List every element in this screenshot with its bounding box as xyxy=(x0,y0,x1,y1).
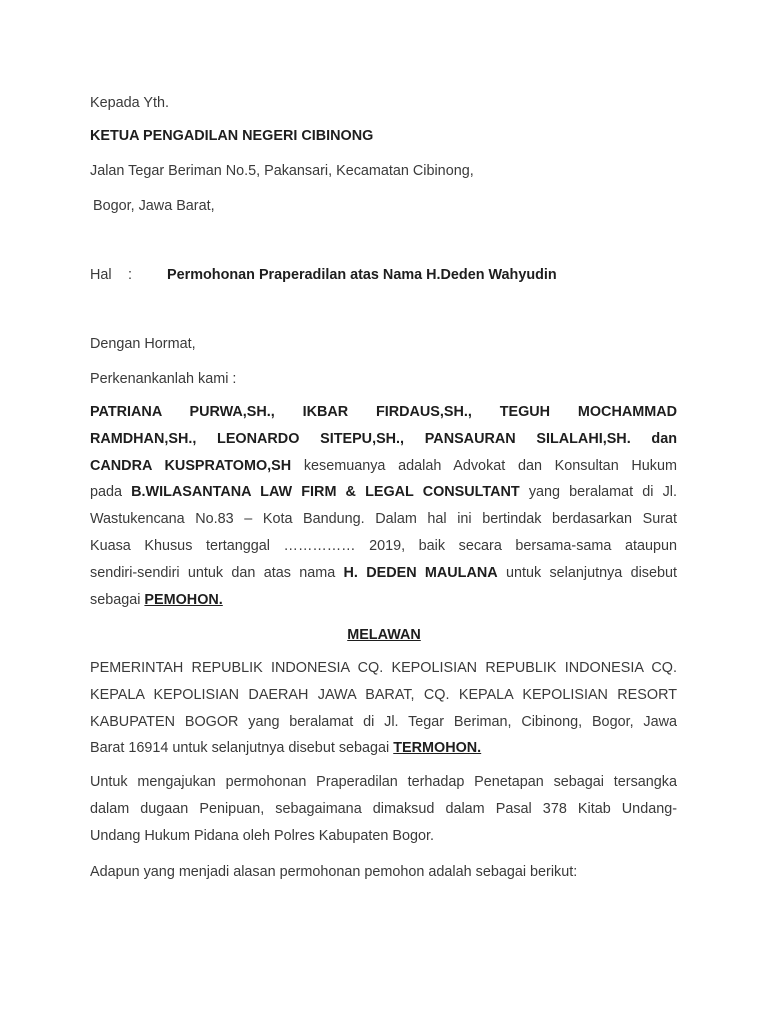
greeting: Dengan Hormat, xyxy=(90,336,196,352)
paragraph-line: KABUPATEN BOGOR yang beralamat di Jl. Tegar Beriman, Cibinong, Bogor, Jawa xyxy=(90,713,677,730)
paragraph-text: sendiri-sendiri untuk dan atas nama xyxy=(90,564,344,581)
subject-colon: : xyxy=(128,267,132,283)
versus-heading: MELAWAN xyxy=(347,627,421,643)
paragraph-text: kesemuanya adalah Advokat dan Konsultan Hukum xyxy=(291,457,677,474)
paragraph-line: dalam dugaan Penipuan, sebagaimana dimaksud dalam Pasal 378 Kitab Undang- xyxy=(90,800,677,817)
closing-line: Adapun yang menjadi alasan permohonan pemohon adalah sebagai berikut: xyxy=(90,864,578,880)
paragraph-text: sebagai xyxy=(90,591,145,608)
paragraph-line: Wastukencana No.83 – Kota Bandung. Dalam hal ini bertindak berdasarkan Surat xyxy=(90,511,677,528)
purpose-paragraph xyxy=(90,769,677,849)
paragraph-text: pada xyxy=(90,484,132,501)
paragraph-line: Untuk mengajukan permohonan Praperadilan terhadap Penetapan sebagai tersangka xyxy=(90,774,677,790)
paragraph-line xyxy=(90,735,677,762)
subject-line xyxy=(0,266,768,284)
paragraph-text: yang beralamat di Jl. xyxy=(519,484,677,501)
client-name: H. DEDEN MAULANA xyxy=(343,564,498,581)
paragraph-text: untuk selanjutnya disebut xyxy=(497,564,677,581)
paragraph-line xyxy=(90,587,677,614)
paragraph-line: Kuasa Khusus tertanggal …………… 2019, baik secara bersama-sama ataupun xyxy=(90,537,677,554)
paragraph-line xyxy=(90,479,677,506)
paragraph-line: RAMDHAN,SH., LEONARDO SITEPU,SH., PANSAURAN SILALAHI,SH. dan xyxy=(90,430,677,447)
petitioner-label: PEMOHON. xyxy=(144,591,223,608)
address-street: Jalan Tegar Beriman No.5, Pakansari, Kecamatan Cibinong, xyxy=(90,163,474,179)
address-city: Bogor, Jawa Barat, xyxy=(93,198,215,214)
recipient-title: KETUA PENGADILAN NEGERI CIBINONG xyxy=(90,128,374,144)
respondent-paragraph xyxy=(90,655,677,762)
respondent-label: TERMOHON. xyxy=(393,740,482,757)
paragraph-line: PEMERINTAH REPUBLIK INDONESIA CQ. KEPOLISIAN REPUBLIK INDONESIA CQ. xyxy=(90,660,677,676)
paragraph-text: Barat 16914 untuk selanjutnya disebut sebagai xyxy=(90,740,394,757)
subject-label: Hal xyxy=(90,267,112,283)
paragraph-line: PATRIANA PURWA,SH., IKBAR FIRDAUS,SH., TEGUH MOCHAMMAD xyxy=(90,404,677,420)
paragraph-line: KEPALA KEPOLISIAN DAERAH JAWA BARAT, CQ. KEPALA KEPOLISIAN RESORT xyxy=(90,686,677,703)
intro-line: Perkenankanlah kami : xyxy=(90,371,237,387)
advocate-name: CANDRA KUSPRATOMO,SH xyxy=(90,457,292,474)
paragraph-line xyxy=(90,560,677,587)
paragraph-line xyxy=(90,453,677,480)
salutation: Kepada Yth. xyxy=(90,95,169,111)
paragraph-line: Undang Hukum Pidana oleh Polres Kabupaten Bogor. xyxy=(90,827,435,844)
subject-text: Permohonan Praperadilan atas Nama H.Deden Wahyudin xyxy=(167,267,557,283)
petitioner-paragraph xyxy=(90,399,677,613)
law-firm-name: B.WILASANTANA LAW FIRM & LEGAL CONSULTANT xyxy=(131,484,520,501)
